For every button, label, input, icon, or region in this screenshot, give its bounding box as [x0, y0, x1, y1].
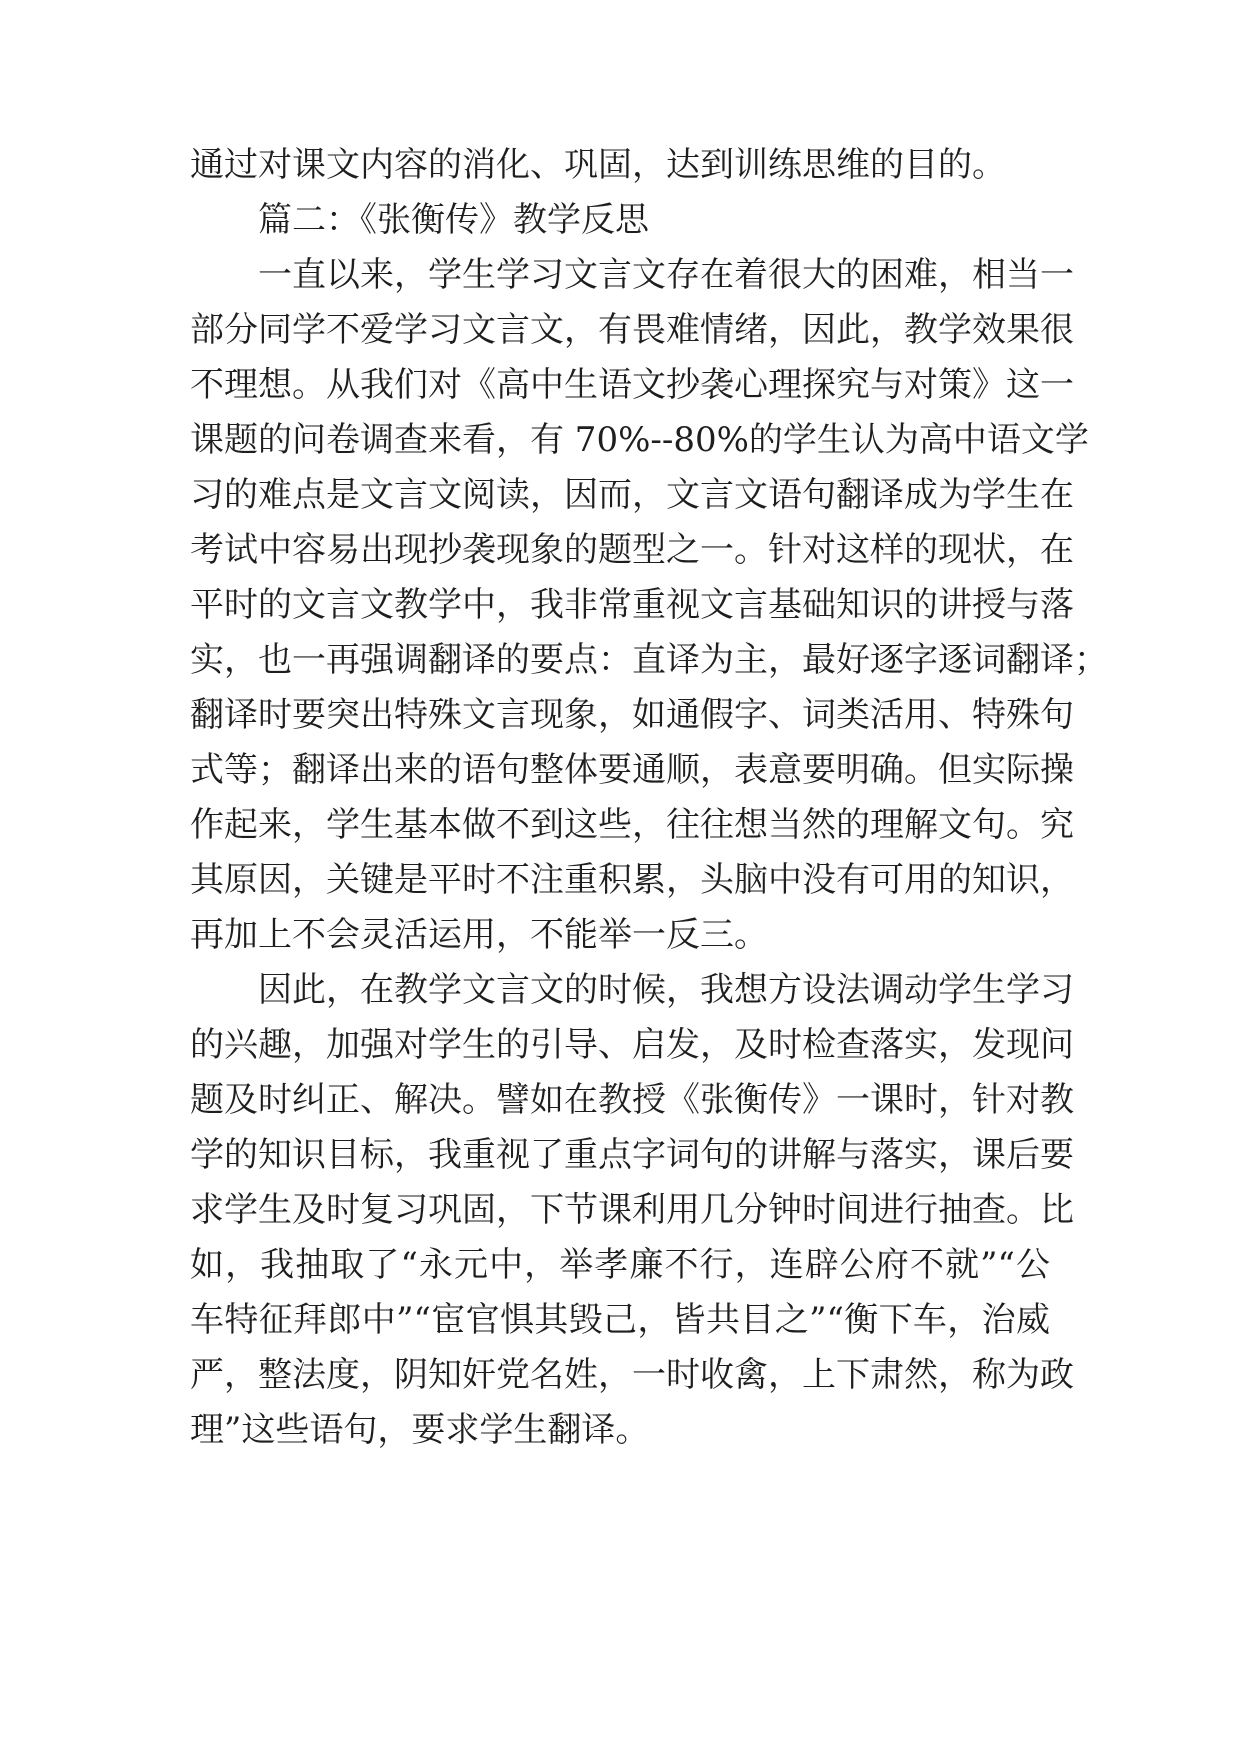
- paragraph-line: 一直以来，学生学习文言文存在着很大的困难，相当一: [258, 255, 1074, 295]
- paragraph-line: 作起来，学生基本做不到这些，往往想当然的理解文句。究: [190, 805, 1074, 845]
- paragraph-line: 翻译时要突出特殊文言现象，如通假字、词类活用、特殊句: [190, 695, 1074, 735]
- paragraph-line: 求学生及时复习巩固，下节课利用几分钟时间进行抽查。比: [190, 1190, 1074, 1230]
- paragraph-line: 式等；翻译出来的语句整体要通顺，表意要明确。但实际操: [190, 750, 1074, 790]
- paragraph-line: 车特征拜郎中”“宦官惧其毁己，皆共目之”“衡下车，治威: [190, 1300, 1050, 1340]
- paragraph-line: 因此，在教学文言文的时候，我想方设法调动学生学习: [258, 970, 1074, 1010]
- paragraph-line: 课题的问卷调查来看，有 70%--80%的学生认为高中语文学: [190, 420, 1089, 460]
- paragraph-line: 其原因，关键是平时不注重积累，头脑中没有可用的知识，: [190, 860, 1074, 900]
- paragraph-line: 平时的文言文教学中，我非常重视文言基础知识的讲授与落: [190, 585, 1074, 625]
- paragraph-line: 不理想。从我们对《高中生语文抄袭心理探究与对策》这一: [190, 365, 1074, 405]
- paragraph-line: 通过对课文内容的消化、巩固，达到训练思维的目的。: [190, 145, 1006, 185]
- paragraph-line: 习的难点是文言文阅读，因而，文言文语句翻译成为学生在: [190, 475, 1074, 515]
- section-heading: 篇二：《张衡传》教学反思: [258, 200, 649, 240]
- paragraph-line: 考试中容易出现抄袭现象的题型之一。针对这样的现状，在: [190, 530, 1074, 570]
- paragraph-line: 严，整法度，阴知奸党名姓，一时收禽，上下肃然，称为政: [190, 1355, 1074, 1395]
- paragraph-line: 再加上不会灵活运用，不能举一反三。: [190, 915, 768, 955]
- paragraph-line: 学的知识目标，我重视了重点字词句的讲解与落实，课后要: [190, 1135, 1074, 1175]
- paragraph-line: 题及时纠正、解决。譬如在教授《张衡传》一课时，针对教: [190, 1080, 1074, 1120]
- paragraph-line: 理”这些语句，要求学生翻译。: [190, 1410, 650, 1450]
- paragraph-line: 部分同学不爱学习文言文，有畏难情绪，因此，教学效果很: [190, 310, 1074, 350]
- paragraph-line: 实，也一再强调翻译的要点：直译为主，最好逐字逐词翻译；: [190, 640, 1108, 680]
- paragraph-line: 如，我抽取了“永元中，举孝廉不行，连辟公府不就”“公: [190, 1245, 1050, 1285]
- paragraph-line: 的兴趣，加强对学生的引导、启发，及时检查落实，发现问: [190, 1025, 1074, 1065]
